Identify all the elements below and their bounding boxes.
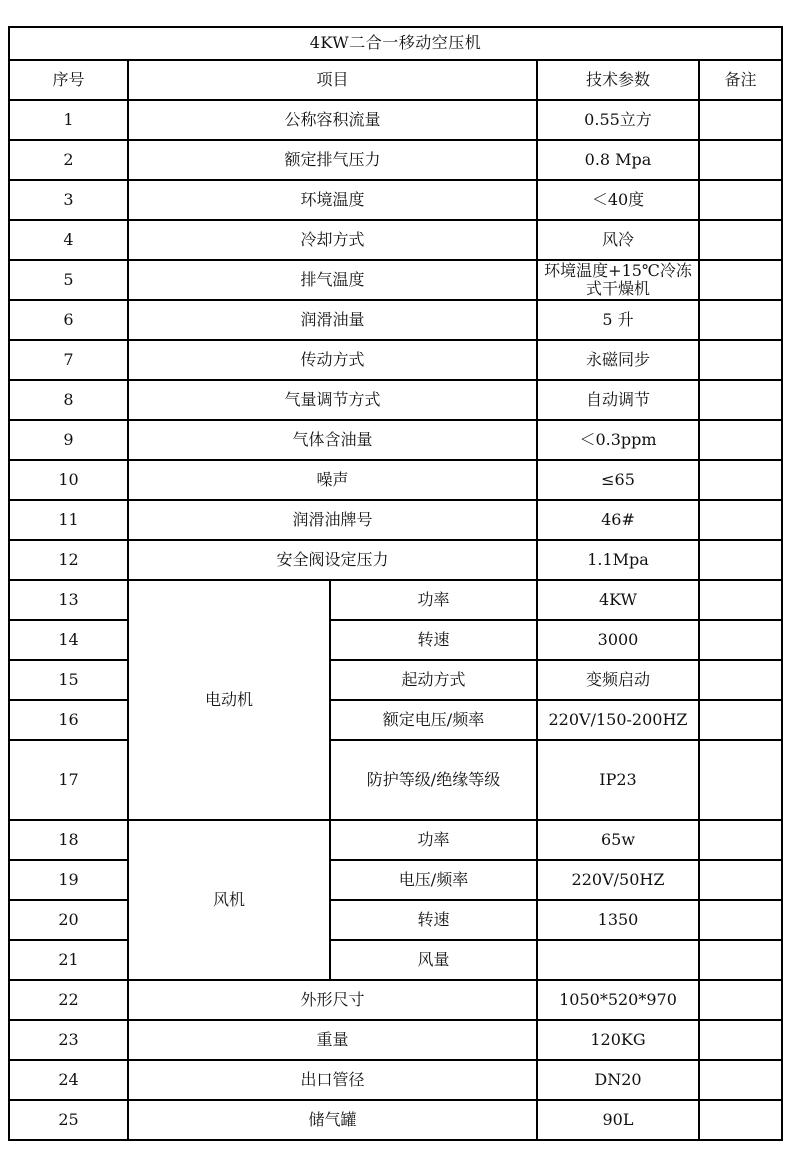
row-note [699, 300, 782, 340]
row-index: 4 [9, 220, 128, 260]
row-spec [537, 940, 699, 980]
table-row [9, 540, 782, 580]
row-note [699, 660, 782, 700]
row-item: 风量 [330, 940, 537, 980]
row-index: 15 [9, 660, 128, 700]
row-index: 20 [9, 900, 128, 940]
row-note [699, 100, 782, 140]
table-row [9, 460, 782, 500]
table-row [9, 180, 782, 220]
row-item: 气体含油量 [128, 420, 537, 460]
row-item: 环境温度 [128, 180, 537, 220]
row-index: 3 [9, 180, 128, 220]
table-row [9, 140, 782, 180]
table-row [9, 380, 782, 420]
row-spec: 环境温度+15℃冷冻式干燥机 [537, 260, 699, 300]
row-item: 储气罐 [128, 1100, 537, 1140]
row-index: 9 [9, 420, 128, 460]
row-spec: IP23 [537, 740, 699, 820]
row-spec: 220V/150-200HZ [537, 700, 699, 740]
row-index: 24 [9, 1060, 128, 1100]
row-note [699, 140, 782, 180]
row-index: 1 [9, 100, 128, 140]
row-item: 冷却方式 [128, 220, 537, 260]
row-index: 12 [9, 540, 128, 580]
table-row [9, 100, 782, 140]
row-item: 重量 [128, 1020, 537, 1060]
table-row [9, 500, 782, 540]
row-item: 润滑油量 [128, 300, 537, 340]
table-row [9, 1020, 782, 1060]
row-item: 转速 [330, 900, 537, 940]
row-spec: 永磁同步 [537, 340, 699, 380]
row-note [699, 900, 782, 940]
row-index: 5 [9, 260, 128, 300]
table-row [9, 1060, 782, 1100]
row-note [699, 820, 782, 860]
row-index: 25 [9, 1100, 128, 1140]
row-spec: 46# [537, 500, 699, 540]
row-index: 17 [9, 740, 128, 820]
table-row [9, 580, 782, 620]
table-row [9, 900, 782, 940]
row-item: 传动方式 [128, 340, 537, 380]
row-index: 19 [9, 860, 128, 900]
row-note [699, 180, 782, 220]
row-item: 噪声 [128, 460, 537, 500]
table-row [9, 300, 782, 340]
row-index: 8 [9, 380, 128, 420]
row-index: 13 [9, 580, 128, 620]
row-note [699, 700, 782, 740]
row-note [699, 340, 782, 380]
row-spec: 90L [537, 1100, 699, 1140]
row-spec: 变频启动 [537, 660, 699, 700]
table-title: 4KW二合一移动空压机 [9, 27, 782, 60]
row-note [699, 580, 782, 620]
row-index: 2 [9, 140, 128, 180]
table-row [9, 340, 782, 380]
row-spec: 0.8 Mpa [537, 140, 699, 180]
row-item: 额定排气压力 [128, 140, 537, 180]
row-spec: 0.55立方 [537, 100, 699, 140]
row-index: 23 [9, 1020, 128, 1060]
row-note [699, 740, 782, 820]
row-item: 功率 [330, 820, 537, 860]
row-note [699, 540, 782, 580]
group-motor-label: 电动机 [128, 580, 330, 820]
table-row [9, 260, 782, 300]
row-spec: 220V/50HZ [537, 860, 699, 900]
row-spec: ＜0.3ppm [537, 420, 699, 460]
row-spec: DN20 [537, 1060, 699, 1100]
row-item: 外形尺寸 [128, 980, 537, 1020]
row-item: 电压/频率 [330, 860, 537, 900]
row-spec: 1.1Mpa [537, 540, 699, 580]
header-item: 项目 [128, 60, 537, 100]
row-note [699, 860, 782, 900]
group-fan-label: 风机 [128, 820, 330, 980]
table-row [9, 860, 782, 900]
row-note [699, 380, 782, 420]
row-item: 气量调节方式 [128, 380, 537, 420]
row-note [699, 500, 782, 540]
row-note [699, 980, 782, 1020]
row-index: 16 [9, 700, 128, 740]
row-spec: 风冷 [537, 220, 699, 260]
row-item: 出口管径 [128, 1060, 537, 1100]
table-row [9, 420, 782, 460]
header-spec: 技术参数 [537, 60, 699, 100]
table-row [9, 980, 782, 1020]
row-spec: 4KW [537, 580, 699, 620]
row-note [699, 620, 782, 660]
row-note [699, 1060, 782, 1100]
row-note [699, 220, 782, 260]
row-index: 14 [9, 620, 128, 660]
row-note [699, 940, 782, 980]
table-row [9, 220, 782, 260]
row-spec: 120KG [537, 1020, 699, 1060]
row-note [699, 420, 782, 460]
row-item: 公称容积流量 [128, 100, 537, 140]
row-index: 18 [9, 820, 128, 860]
table-row [9, 940, 782, 980]
row-note [699, 1020, 782, 1060]
row-index: 21 [9, 940, 128, 980]
row-item: 安全阀设定压力 [128, 540, 537, 580]
row-item: 额定电压/频率 [330, 700, 537, 740]
row-item: 润滑油牌号 [128, 500, 537, 540]
table-row [9, 820, 782, 860]
row-note [699, 460, 782, 500]
row-spec: 65w [537, 820, 699, 860]
row-spec: 5 升 [537, 300, 699, 340]
row-index: 10 [9, 460, 128, 500]
table-row [9, 620, 782, 660]
spec-sheet [8, 26, 781, 1141]
table-row [9, 740, 782, 820]
row-index: 22 [9, 980, 128, 1020]
row-spec: 1350 [537, 900, 699, 940]
table-row [9, 1100, 782, 1140]
header-note: 备注 [699, 60, 782, 100]
row-note [699, 1100, 782, 1140]
row-note [699, 260, 782, 300]
row-spec: 1050*520*970 [537, 980, 699, 1020]
row-item: 转速 [330, 620, 537, 660]
row-index: 11 [9, 500, 128, 540]
header-index: 序号 [9, 60, 128, 100]
row-spec: ＜40度 [537, 180, 699, 220]
row-index: 6 [9, 300, 128, 340]
row-item: 功率 [330, 580, 537, 620]
row-spec: ≤65 [537, 460, 699, 500]
table-row [9, 660, 782, 700]
row-spec: 3000 [537, 620, 699, 660]
row-item: 防护等级/绝缘等级 [330, 740, 537, 820]
header-row [9, 60, 782, 100]
spec-table [8, 26, 783, 1141]
row-spec: 自动调节 [537, 380, 699, 420]
row-item: 起动方式 [330, 660, 537, 700]
row-item: 排气温度 [128, 260, 537, 300]
row-index: 7 [9, 340, 128, 380]
table-row [9, 700, 782, 740]
